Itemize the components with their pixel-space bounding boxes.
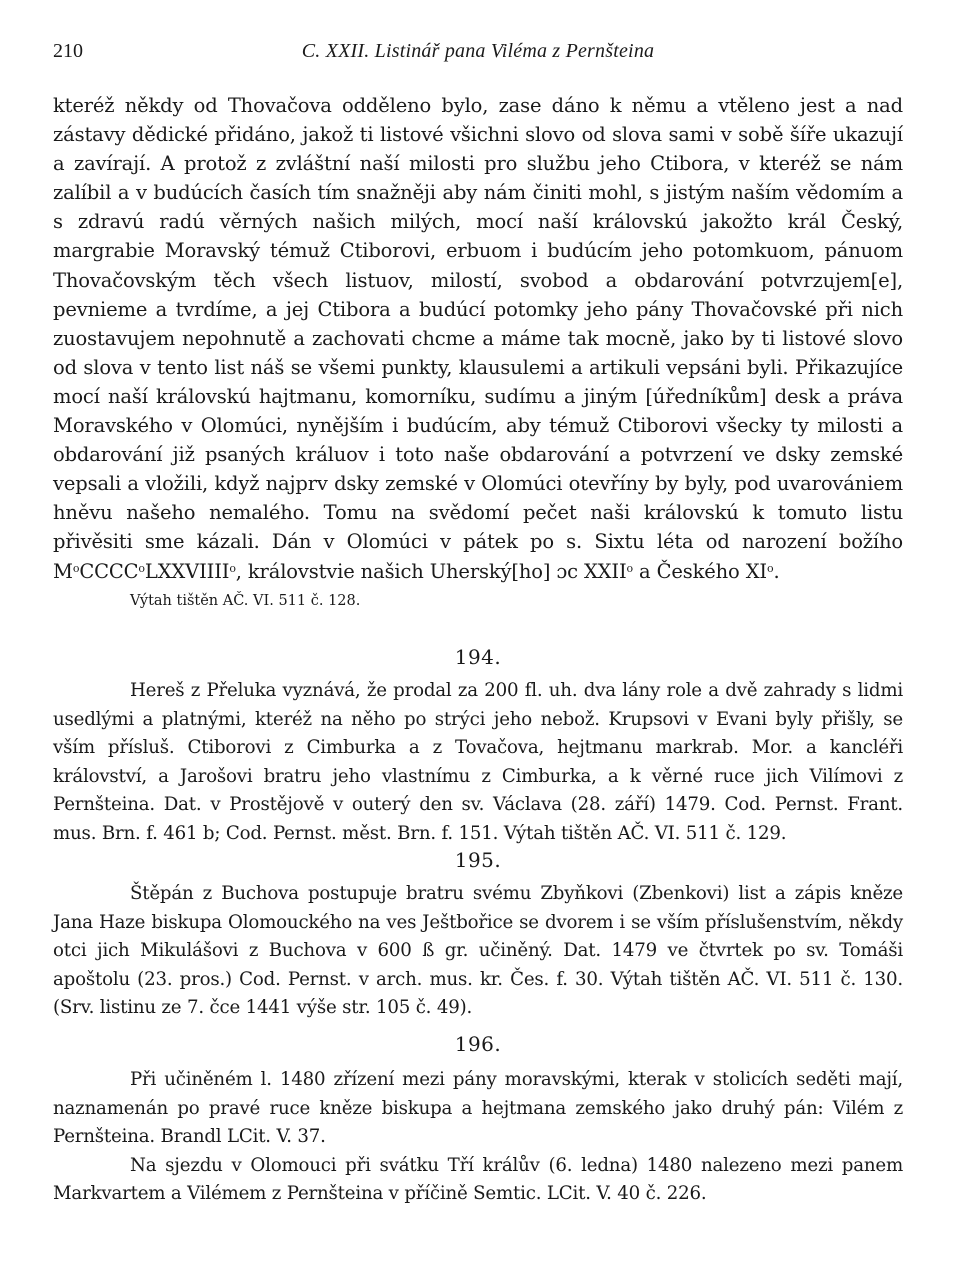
date-part: LXXVIIII bbox=[144, 559, 230, 583]
reign-text: , královstvie našich Uherský[ho] ɔc XXII bbox=[235, 559, 627, 583]
entry-paragraph: Při učiněném l. 1480 zřízení mezi pány moravskými, kterak v stolicích seděti mají, naznamenán po pravé ruce kněze biskupa a hejtmana zemského jako druhý pán: Vilém z Pernšteina. Brandl LCit. V. 37. bbox=[53, 1069, 903, 1148]
entry-paragraph: Štěpán z Buchova postupuje bratru svému Zbyňkovi (Zbenkovi) list a zápis kněze Jana Haze biskupa Olomouckého na ves Ještbořice se dvorem i se vším příslušenstvím, někdy otci jich Mikulášovi z Buchova v 600 ß gr. učiněný. Dat. 1479 ve čtvrtek po sv. Tomáši apoštolu (23. pros.) Cod. Pernst. v arch. mus. kr. Čes. f. 30. Výtah tištěn AČ. VI. 511 č. 130. (Srv. listinu ze 7. čce 1441 výše str. 105 č. 49). bbox=[53, 883, 903, 1019]
source-note: Výtah tištěn AČ. VI. 511 č. 128. bbox=[130, 592, 361, 609]
superscript: o bbox=[626, 561, 633, 575]
entry-number: 194. bbox=[454, 645, 502, 669]
entry-number: 196. bbox=[454, 1032, 502, 1056]
entry-paragraph: Hereš z Přeluka vyznává, že prodal za 200 fl. uh. dva lány role a dvě zahrady s lidmi usedlými a platnými, kteréž na něho po strýci jeho nebož. Krupsovi v Evani byly přišly, se vším přísluš. Ctiborovi z Cimburka a z Tovačova, hejtmanu markrab. Mor. a kancléři království, a Jarošovi bratru jeho vlastnímu z Cimburka, a k věrné ruce jich Vilímovi z Pernšteina. Dat. v Prostějově v outerý den sv. Václava (28. září) 1479. Cod. Pernst. Frant. mus. Brn. f. 461 b; Cod. Pernst. měst. Brn. f. 151. Výtah tištěn AČ. VI. 511 č. 129. bbox=[53, 680, 903, 844]
superscript: o bbox=[766, 561, 774, 575]
entry-194 bbox=[53, 677, 903, 849]
reign-text: a Českého XI bbox=[633, 559, 767, 583]
continuation-paragraph bbox=[53, 91, 903, 586]
entry-196 bbox=[53, 1066, 903, 1209]
entry-number: 195. bbox=[454, 848, 502, 872]
reign-text: . bbox=[773, 559, 780, 583]
date-part: CCCC bbox=[79, 559, 139, 583]
page-header bbox=[53, 40, 903, 70]
entry-paragraph: Na sjezdu v Olomouci při svátku Tří králův (6. ledna) 1480 nalezeno mezi panem Markvartem a Vilémem z Pernšteina v příčině Semtic. LCit. V. 40 č. 226. bbox=[53, 1154, 903, 1205]
superscript: o bbox=[72, 561, 80, 575]
continuation-text: kteréž někdy od Thovačova odděleno bylo, zase dáno k němu a vtěleno jest a nad zástavy dědické přidáno, jakož ti listové všichni slovo od slova sami v sobě šíře ukazují a zavírají. A protož z zvláštní naší milosti pro službu jeho Ctibora, v kteréž se nám zalíbil a v budúcích časích tím snažněji aby nám činiti mohl, s jistým naším vědomím a s zdravú radú věrných našich milých, mocí naší královskú jakožto král Český, margrabie Moravský témuž Ctiborovi, erbuom i budúcím jeho potomkuom, pánuom Thovačovským těch všech listuov, milostí, svobod a obdarování potvrzujem[e], pevnieme a tvrdíme, a jej Ctibora a budúcí potomky jeho pány Thovačovské při nich zuostavujem nepohnutě a zachovati chcme a máme tak mocně, jako by ti listové slovo od slova v tento list náš se všemi punkty, klausulemi a artikuli vepsáni byli. Přikazujíce mocí naší královskú hajtmanu, komorníku, sudímu a jiným [úředníkům] desk a práva Moravského v Olomúci, nynějším i budúcím, aby témuž Ctiborovi všecky ty milosti a obdarování již psaných králuov i toto naše obdarování a potvrzení ve dsky zemské vepsali a vložili, když najprv dsky zemské v Olomúci otevříny by byly, pod uvarovániem hněvu našeho nemalého. Tomu na svědomí pečet naši královskú k tomuto listu přivěsiti sme kázali. Dán v Olomúci v pátek po s. Sixtu léta od narození božího M bbox=[53, 94, 903, 583]
entry-195 bbox=[53, 880, 903, 1023]
superscript: o bbox=[138, 561, 145, 575]
page-number: 210 bbox=[53, 40, 83, 62]
running-title: C. XXII. Listinář pana Viléma z Pernšteina bbox=[301, 40, 655, 62]
continuation-block bbox=[53, 91, 903, 612]
superscript: o bbox=[229, 561, 236, 575]
